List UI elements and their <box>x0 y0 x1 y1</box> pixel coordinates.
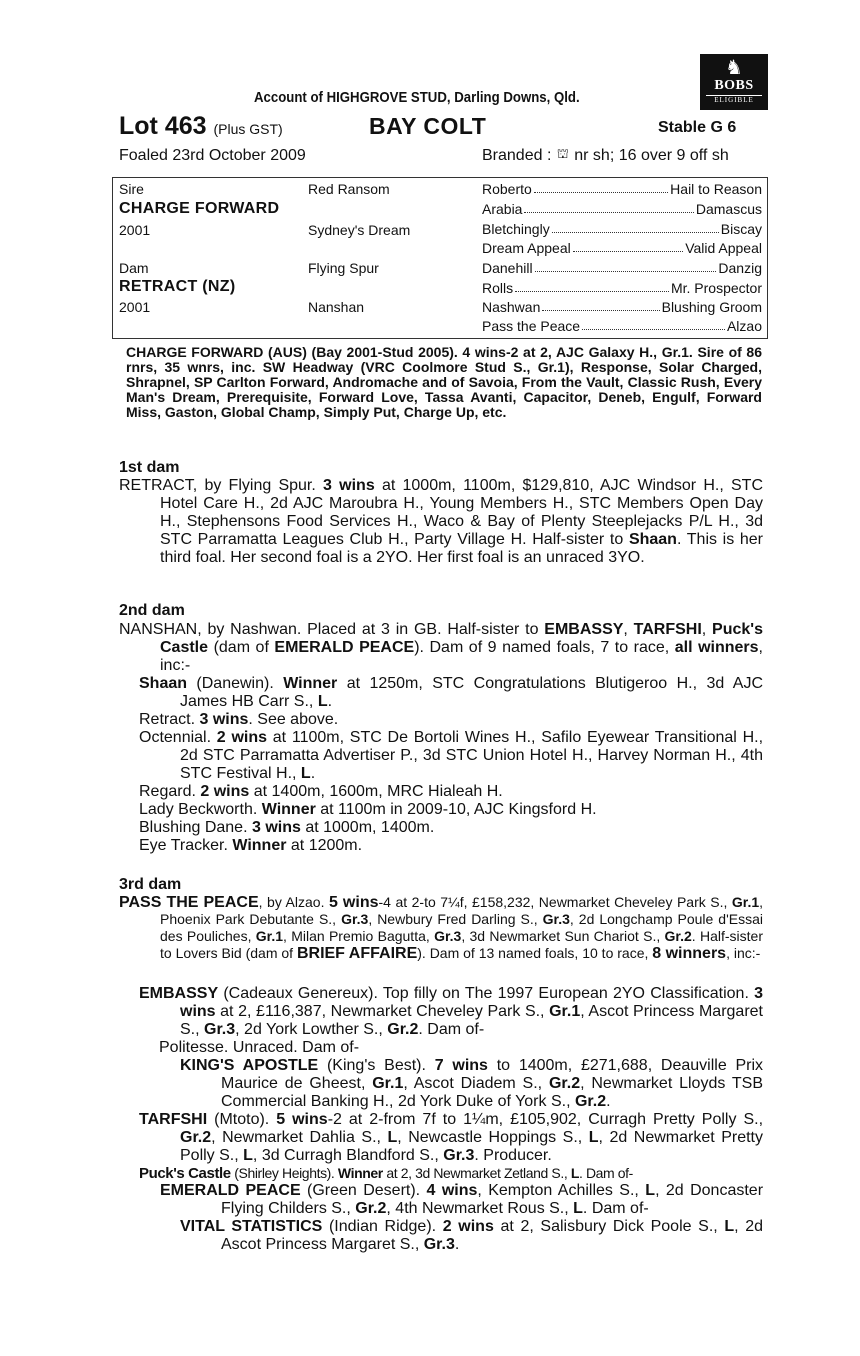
ancestor-row <box>482 318 762 334</box>
foal-retract: Retract. 3 wins. See above. <box>139 711 339 728</box>
dam-year: 2001 <box>119 299 151 315</box>
brand-mark-icon: ⛫ <box>556 146 569 161</box>
dam-sire: Flying Spur <box>308 260 379 276</box>
bobs-eligible-logo <box>700 54 768 110</box>
ancestor-name: Rolls <box>482 280 514 296</box>
lot-number <box>119 112 283 141</box>
ancestor-row <box>482 299 762 315</box>
branded-suffix: nr sh; 16 over 9 off sh <box>574 147 729 164</box>
branded-prefix: Branded : <box>482 147 552 164</box>
foal-lady: Lady Beckworth. Winner at 1100m in 2009-10, AJC Kingsford H. <box>139 801 597 818</box>
foal-pucks-castle: Puck's Castle (Shirley Heights). Winner at 2, 3d Newmarket Zetland S., L. Dam of- <box>139 1165 633 1182</box>
foal-octennial: Octennial. 2 wins at 1100m, STC De Bortoli Wines H., Safilo Eyewear Transitional H., 2d STC Parramatta Advertiser P., 3d STC Union Hotel H., Harvey Norman H., 4th STC Festival H., L. <box>139 729 764 782</box>
ancestor-row <box>482 280 762 296</box>
third-dam-foals <box>139 985 763 1254</box>
first-dam-heading: 1st dam <box>119 459 180 476</box>
ancestor-sire: Blushing Groom <box>661 299 762 315</box>
foal-vital-statistics: VITAL STATISTICS (Indian Ridge). 2 wins at 2, Salisbury Dick Poole S., L, 2d Ascot Princess Margaret S., Gr.3. <box>180 1218 764 1253</box>
ancestor-name: Roberto <box>482 181 532 197</box>
foal-shaan: Shaan (Danewin). Winner at 1250m, STC Congratulations Blutigeroo H., 3d AJC James HB Carr S., L. <box>139 675 763 710</box>
third-dam-heading: 3rd dam <box>119 876 182 893</box>
foal-tarfshi: TARFSHI (Mtoto). 5 wins-2 at 2-from 7f to 1¼m, £105,902, Curragh Pretty Polly S., Gr.2, Newmarket Dahlia S., L, Newcastle Hoppings S., L, 2d Newmarket Pretty Polly S., L, 3d Curragh Blandford S., Gr.3. Producer. <box>139 1111 764 1164</box>
ancestor-name: Arabia <box>482 201 523 217</box>
sex-colour: BAY COLT <box>369 113 487 139</box>
sire-sire: Red Ransom <box>308 181 390 197</box>
sire-year: 2001 <box>119 222 151 238</box>
ancestor-sire: Mr. Prospector <box>670 280 762 296</box>
sire-name: CHARGE FORWARD <box>119 200 280 217</box>
ancestor-row <box>482 201 762 217</box>
gst-note: (Plus GST) <box>213 121 283 137</box>
ancestor-name: Nashwan <box>482 299 541 315</box>
ancestor-sire: Biscay <box>720 221 762 237</box>
dam-label: Dam <box>119 260 149 276</box>
foaled-date: Foaled 23rd October 2009 <box>119 147 306 164</box>
ancestor-name: Bletchingly <box>482 221 550 237</box>
sire-summary: CHARGE FORWARD (AUS) (Bay 2001-Stud 2005). 4 wins-2 at 2, AJC Galaxy H., Gr.1. Sire of 86 rnrs, 35 wnrs, inc. SW Headway (VRC Coolmore Stud S., Gr.1), Response, Solar Charged, Shrapnel, SP Carlton Forward, Andromache and of Savoia, From the Vault, Classic Rush, Every Man's Dream, Prerequisite, Forward Love, Tassa Avanti, Capacitor, Deneb, Engulf, Forward Miss, Gaston, Global Champ, Simply Put, Charge Up, etc. <box>126 344 762 420</box>
second-dam-heading: 2nd dam <box>119 602 185 619</box>
ancestor-sire: Hail to Reason <box>670 181 762 197</box>
ancestor-row <box>482 260 762 276</box>
ancestor-row <box>482 181 762 197</box>
foal-eye: Eye Tracker. Winner at 1200m. <box>139 837 363 854</box>
foal-regard: Regard. 2 wins at 1400m, 1600m, MRC Hialeah H. <box>139 783 503 800</box>
horse-icon: ♞ <box>725 57 743 79</box>
vendor-account: Account of HIGHGROVE STUD, Darling Downs, Qld. <box>254 89 580 106</box>
stable-location: Stable G 6 <box>658 119 737 136</box>
foal-emerald-peace: EMERALD PEACE (Green Desert). 4 wins, Kempton Achilles S., L, 2d Doncaster Flying Childers S., Gr.2, 4th Newmarket Rous S., L. Dam of- <box>160 1182 764 1217</box>
sire-dam: Sydney's Dream <box>308 222 411 238</box>
ancestor-row <box>482 240 762 256</box>
first-dam-text: RETRACT, by Flying Spur. 3 wins at 1000m, 1100m, $129,810, AJC Windsor H., STC Hotel Care H., 2d AJC Maroubra H., Young Members H., STC Members Open Day H., Stephensons Food Services H., Waco & Bay of Plenty Steeplejacks P/L H., 3d STC Parramatta Leagues Club H., Party Village H. Half-sister to Shaan. This is her third foal. Her second foal is a 2YO. Her first foal is an unraced 3YO. <box>119 477 764 566</box>
foal-kings-apostle: KING'S APOSTLE (King's Best). 7 wins to 1400m, £271,688, Deauville Prix Maurice de Gheest, Gr.1, Ascot Diadem S., Gr.2, Newmarket Lloyds TSB Commercial Banking H., 2d York Duke of York S., Gr.2. <box>180 1057 764 1110</box>
pedigree-table <box>112 177 768 339</box>
ancestor-sire: Damascus <box>695 201 762 217</box>
foal-embassy: EMBASSY (Cadeaux Genereux). Top filly on The 1997 European 2YO Classification. 3 wins at 2, £116,387, Newmarket Cheveley Park S., Gr.1, Ascot Princess Margaret S., Gr.3, 2d York Lowther S., Gr.2. Dam of- <box>139 985 763 1038</box>
third-dam-text: PASS THE PEACE, by Alzao. 5 wins-4 at 2-to 7¼f, £158,232, Newmarket Cheveley Park S., Gr.1, Phoenix Park Debutante S., Gr.3, Newbury Fred Darling S., Gr.3, 2d Longchamp Poule d'Essai des Pouliches, Gr.1, Milan Premio Bagutta, Gr.3, 3d Newmarket Sun Chariot S., Gr.2. Half-sister to Lovers Bid (dam of BRIEF AFFAIRE). Dam of 13 named foals, 10 to race, 8 winners, inc:- <box>119 894 764 962</box>
foal-list <box>139 675 763 855</box>
lot-label: Lot 463 <box>119 112 207 140</box>
ancestor-name: Danehill <box>482 260 533 276</box>
sire-label: Sire <box>119 181 144 197</box>
branded-info <box>482 146 729 165</box>
logo-subtitle: ELIGIBLE <box>706 95 762 105</box>
ancestor-name: Dream Appeal <box>482 240 571 256</box>
ancestor-sire: Alzao <box>726 318 762 334</box>
foal-politesse: Politesse. Unraced. Dam of- <box>159 1039 360 1056</box>
second-dam-text: NANSHAN, by Nashwan. Placed at 3 in GB. Half-sister to EMBASSY, TARFSHI, Puck's Castle (dam of EMERALD PEACE). Dam of 9 named foals, 7 to race, all winners, inc:- <box>119 621 763 674</box>
dam-name: RETRACT (NZ) <box>119 278 236 295</box>
ancestor-sire: Danzig <box>718 260 762 276</box>
ancestor-name: Pass the Peace <box>482 318 581 334</box>
ancestor-sire: Valid Appeal <box>685 240 762 256</box>
dam-dam: Nanshan <box>308 299 365 315</box>
logo-word: BOBS <box>714 78 754 93</box>
ancestor-row <box>482 221 762 237</box>
foal-blushing: Blushing Dane. 3 wins at 1000m, 1400m. <box>139 819 435 836</box>
